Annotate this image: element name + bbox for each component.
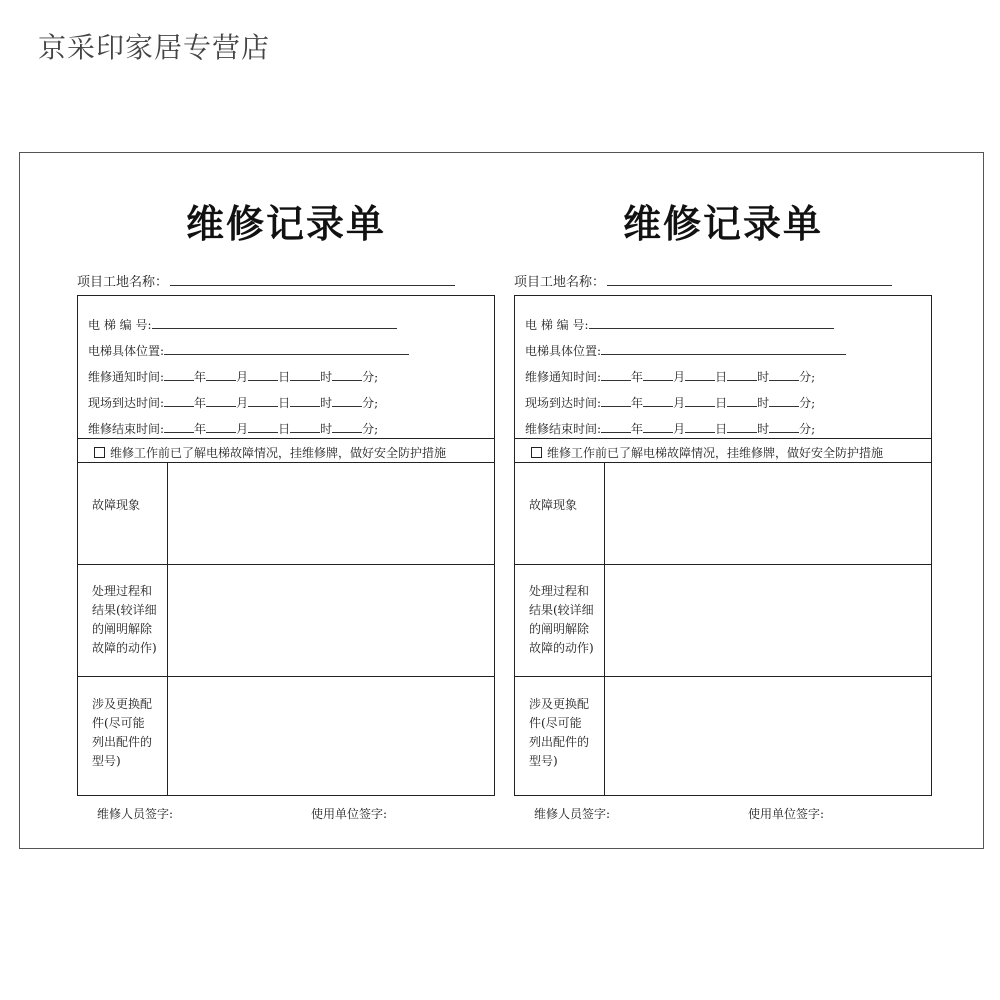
- month-unit: 月: [236, 396, 249, 410]
- column-divider: [167, 462, 168, 795]
- minute-unit: 分;: [362, 396, 379, 410]
- month-unit: 月: [236, 422, 249, 436]
- year-unit: 年: [194, 370, 207, 384]
- elevator-location-underline: [164, 345, 409, 355]
- elevator-location-field: [88, 342, 409, 359]
- minute-unit: 分;: [362, 422, 379, 436]
- day-unit: 日: [278, 396, 291, 410]
- elevator-location-field: [525, 342, 846, 359]
- hour-unit: 时: [757, 370, 770, 384]
- month-unit: 月: [673, 396, 686, 410]
- notify-time-label: 维修通知时间:: [525, 370, 602, 384]
- notify-time-label: 维修通知时间:: [88, 370, 165, 384]
- notify-time-field: [88, 368, 378, 385]
- day-unit: 日: [278, 422, 291, 436]
- divider: [515, 438, 931, 439]
- project-site-underline: [170, 276, 455, 286]
- end-time-field: [88, 420, 378, 437]
- project-site-name-field: [77, 271, 455, 290]
- day-unit: 日: [715, 422, 728, 436]
- day-unit: 日: [278, 370, 291, 384]
- year-unit: 年: [194, 396, 207, 410]
- arrive-time-field: [88, 394, 378, 411]
- hour-unit: 时: [757, 396, 770, 410]
- elevator-number-field: [88, 316, 397, 333]
- replaced-parts-label: 涉及更换配 件(尽可能 列出配件的 型号): [92, 697, 153, 768]
- safety-check-label: 维修工作前已了解电梯故障情况，挂维修牌，做好安全防护措施: [110, 446, 447, 460]
- divider: [78, 564, 494, 565]
- month-unit: 月: [673, 370, 686, 384]
- month-unit: 月: [236, 370, 249, 384]
- elevator-number-underline: [152, 319, 397, 329]
- form-title: 维修记录单: [185, 201, 386, 246]
- arrive-time-label: 现场到达时间:: [88, 396, 165, 410]
- column-divider: [604, 462, 605, 795]
- elevator-location-underline: [601, 345, 846, 355]
- repairer-signature-label: 维修人员签字:: [534, 807, 611, 821]
- form-table: [77, 295, 495, 796]
- arrive-time-field: [525, 394, 815, 411]
- elevator-location-label: 电梯具体位置:: [88, 344, 165, 358]
- arrive-time-label: 现场到达时间:: [525, 396, 602, 410]
- year-unit: 年: [631, 370, 644, 384]
- shop-name: 京采印家居专营店: [38, 31, 271, 64]
- minute-unit: 分;: [799, 396, 816, 410]
- day-unit: 日: [715, 370, 728, 384]
- replaced-parts-label: 涉及更换配 件(尽可能 列出配件的 型号): [529, 697, 590, 768]
- project-site-underline: [607, 276, 892, 286]
- user-unit-signature-label: 使用单位签字:: [311, 807, 388, 821]
- minute-unit: 分;: [362, 370, 379, 384]
- divider: [78, 438, 494, 439]
- fault-phenomenon-label: 故障现象: [529, 498, 578, 512]
- elevator-number-label: 电 梯 编 号:: [525, 318, 589, 332]
- safety-check-label: 维修工作前已了解电梯故障情况，挂维修牌，做好安全防护措施: [547, 446, 884, 460]
- form-sheet: [19, 152, 984, 849]
- year-unit: 年: [631, 422, 644, 436]
- minute-unit: 分;: [799, 370, 816, 384]
- divider: [515, 462, 931, 463]
- minute-unit: 分;: [799, 422, 816, 436]
- elevator-location-label: 电梯具体位置:: [525, 344, 602, 358]
- safety-check-row: [531, 444, 883, 461]
- elevator-number-label: 电 梯 编 号:: [88, 318, 152, 332]
- elevator-number-field: [525, 316, 834, 333]
- form-table: [514, 295, 932, 796]
- hour-unit: 时: [320, 370, 333, 384]
- divider: [78, 462, 494, 463]
- hour-unit: 时: [757, 422, 770, 436]
- safety-check-row: [94, 444, 446, 461]
- project-site-label: 项目工地名称：: [514, 275, 606, 290]
- divider: [78, 676, 494, 677]
- fault-phenomenon-label: 故障现象: [92, 498, 141, 512]
- project-site-label: 项目工地名称：: [77, 275, 169, 290]
- process-result-label: 处理过程和 结果(较详细 的阐明解除 故障的动作): [529, 584, 594, 655]
- notify-time-field: [525, 368, 815, 385]
- safety-checkbox[interactable]: [531, 447, 542, 458]
- year-unit: 年: [631, 396, 644, 410]
- hour-unit: 时: [320, 422, 333, 436]
- divider: [515, 564, 931, 565]
- end-time-label: 维修结束时间:: [525, 422, 602, 436]
- end-time-field: [525, 420, 815, 437]
- user-unit-signature-label: 使用单位签字:: [748, 807, 825, 821]
- day-unit: 日: [715, 396, 728, 410]
- month-unit: 月: [673, 422, 686, 436]
- form-title: 维修记录单: [622, 201, 823, 246]
- process-result-label: 处理过程和 结果(较详细 的阐明解除 故障的动作): [92, 584, 157, 655]
- end-time-label: 维修结束时间:: [88, 422, 165, 436]
- year-unit: 年: [194, 422, 207, 436]
- repair-record-form-right: [514, 153, 932, 850]
- project-site-name-field: [514, 271, 892, 290]
- divider: [515, 676, 931, 677]
- hour-unit: 时: [320, 396, 333, 410]
- safety-checkbox[interactable]: [94, 447, 105, 458]
- repair-record-form-left: [77, 153, 495, 850]
- repairer-signature-label: 维修人员签字:: [97, 807, 174, 821]
- elevator-number-underline: [589, 319, 834, 329]
